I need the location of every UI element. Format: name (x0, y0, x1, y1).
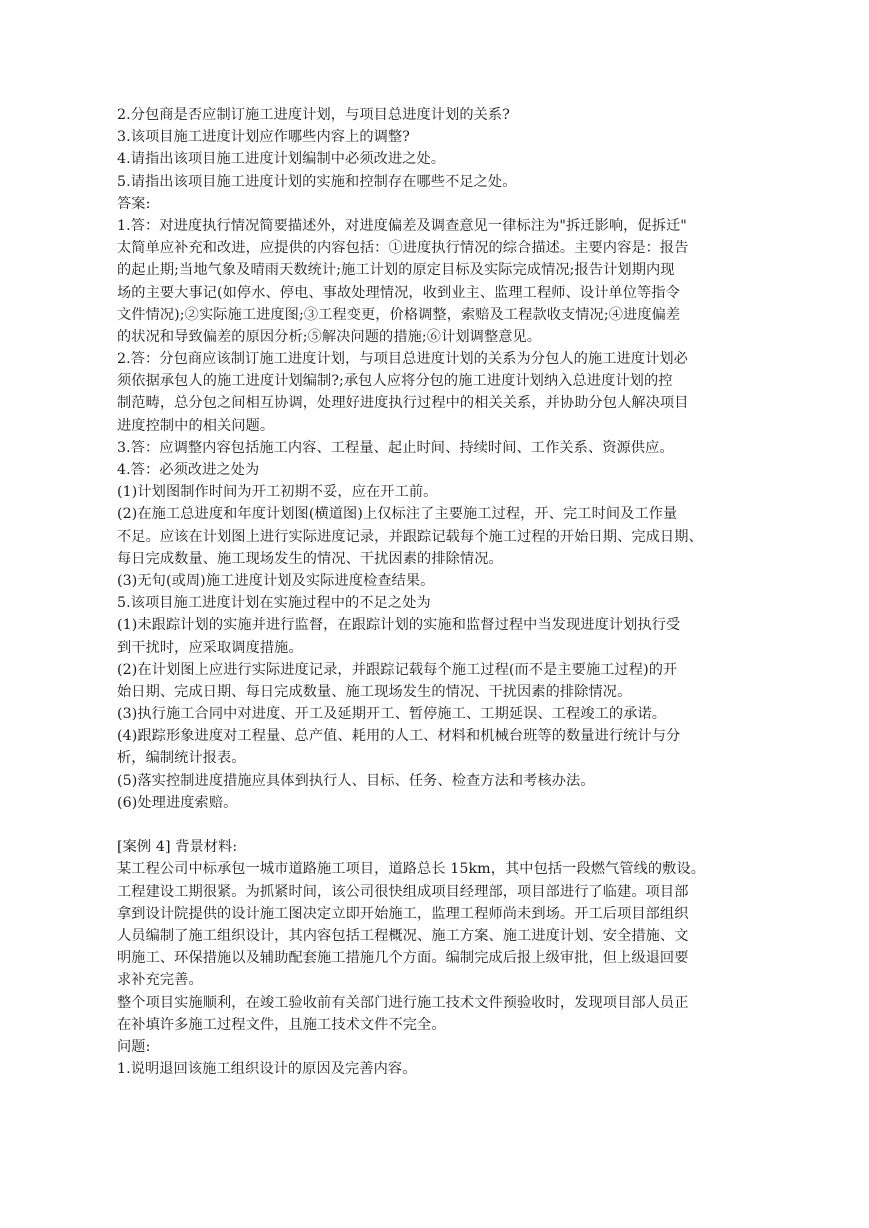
answer-4-item: 每日完成数量、施工现场发生的情况、干扰因素的排除情况。 (117, 550, 503, 567)
case-4-background: 人员编制了施工组织设计，其内容包括工程概况、施工方案、施工进度计划、安全措施、文 (117, 927, 689, 944)
case-4-background: 求补充完善。 (117, 972, 203, 989)
answer-1-line: 场的主要大事记(如停水、停电、事故处理情况，收到业主、监理工程师、设计单位等指令 (117, 284, 680, 301)
answer-5-item: 始日期、完成日期、每日完成数量、施工现场发生的情况、干扰因素的排除情况。 (117, 683, 632, 700)
case-4-questions-heading: 问题: (117, 1038, 151, 1055)
answer-1-line: 的状况和导致偏差的原因分析;⑤解决问题的措施;⑥计划调整意见。 (117, 328, 542, 345)
answer-5-item: (1)未跟踪计划的实施并进行监督，在跟踪计划的实施和监督过程中当发现进度计划执行受 (117, 617, 681, 634)
answer-5-item: (3)执行施工合同中对进度、开工及延期开工、暂停施工、工期延误、工程竣工的承诺。 (117, 706, 667, 723)
answer-1-line: 1.答：对进度执行情况简要描述外，对进度偏差及调查意见一律标注为"拆迁影响，促拆迁" (117, 217, 687, 234)
case-4-background: 整个项目实施顺利，在竣工验收前有关部门进行施工技术文件预验收时，发现项目部人员正 (117, 994, 689, 1011)
answer-heading: 答案: (117, 195, 151, 212)
answer-2-line: 2.答：分包商应该制订施工进度计划，与项目总进度计划的关系为分包人的施工进度计划必 (117, 351, 688, 368)
document-body (117, 104, 757, 1080)
answer-4-item: 不足。应该在计划图上进行实际进度记录，并跟踪记载每个施工过程的开始日期、完成日期、 (117, 528, 703, 545)
answer-2-line: 须依据承包人的施工进度计划编制?;承包人应将分包的施工进度计划纳入总进度计划的控 (117, 373, 673, 390)
question-2: 2.分包商是否应制订施工进度计划，与项目总进度计划的关系? (117, 107, 510, 123)
question-5: 5.请指出该项目施工进度计划的实施和控制存在哪些不足之处。 (117, 173, 517, 190)
answer-5-item: (2)在计划图上应进行实际进度记录，并跟踪记载每个施工过程(而不是主要施工过程)的开 (117, 661, 678, 678)
case-4-background: 明施工、环保措施以及辅助配套施工措施几个方面。编制完成后报上级审批，但上级退回要 (117, 950, 689, 967)
answer-1-line: 文件情况);②实际施工进度图;③工程变更，价格调整，索赔及工程款收支情况;④进度偏差 (117, 306, 681, 323)
case-4-background: 工程建设工期很紧。为抓紧时间，该公司很快组成项目经理部，项目部进行了临建。项目部 (117, 883, 689, 900)
answer-4-item: (1)计划图制作时间为开工初期不妥，应在开工前。 (117, 484, 438, 501)
answer-4-item: (3)无旬(或周)施工进度计划及实际进度检查结果。 (117, 572, 435, 589)
answer-1-line: 的起止期;当地气象及晴雨天数统计;施工计划的原定目标及实际完成情况;报告计划期内现 (117, 262, 675, 279)
case-4-background: 某工程公司中标承包一城市道路施工项目，道路总长 15km，其中包括一段燃气管线的敷设。 (117, 861, 706, 878)
answer-5-heading: 5.该项目施工进度计划在实施过程中的不足之处为 (117, 595, 431, 612)
answer-2-line: 进度控制中的相关问题。 (117, 417, 275, 434)
answer-5-item: 到干扰时，应采取调度措施。 (117, 639, 303, 656)
answer-1-line: 太简单应补充和改进，应提供的内容包括：①进度执行情况的综合描述。主要内容是：报告 (117, 240, 689, 257)
answer-5-item: (4)跟踪形象进度对工程量、总产值、耗用的人工、材料和机械台班等的数量进行统计与分 (117, 728, 681, 745)
answer-4-heading: 4.答：必须改进之处为 (117, 462, 260, 478)
case-4-question-1: 1.说明退回该施工组织设计的原因及完善内容。 (117, 1061, 417, 1078)
case-4-background: 拿到设计院提供的设计施工图决定立即开始施工，监理工程师尚未到场。开工后项目部组织 (117, 905, 689, 922)
answer-5-item: (6)处理进度索赔。 (117, 794, 238, 811)
blank-line (117, 814, 757, 836)
answer-5-item: 析，编制统计报表。 (117, 750, 246, 767)
case-4-heading: [案例 4] 背景材料: (117, 839, 238, 856)
question-3: 3.该项目施工进度计划应作哪些内容上的调整? (117, 129, 410, 146)
question-4: 4.请指出该项目施工进度计划编制中必须改进之处。 (117, 151, 446, 168)
answer-4-item: (2)在施工总进度和年度计划图(横道图)上仅标注了主要施工过程，开、完工时间及工作量 (117, 506, 678, 523)
answer-5-item: (5)落实控制进度措施应具体到执行人、目标、任务、检查方法和考核办法。 (117, 772, 595, 789)
answer-3-line: 3.答：应调整内容包括施工内容、工程量、起止时间、持续时间、工作关系、资源供应。 (117, 439, 674, 456)
answer-2-line: 制范畴，总分包之间相互协调，处理好进度执行过程中的相关关系，并协助分包人解决项目 (117, 395, 689, 412)
case-4-background: 在补填许多施工过程文件，且施工技术文件不完全。 (117, 1016, 446, 1033)
